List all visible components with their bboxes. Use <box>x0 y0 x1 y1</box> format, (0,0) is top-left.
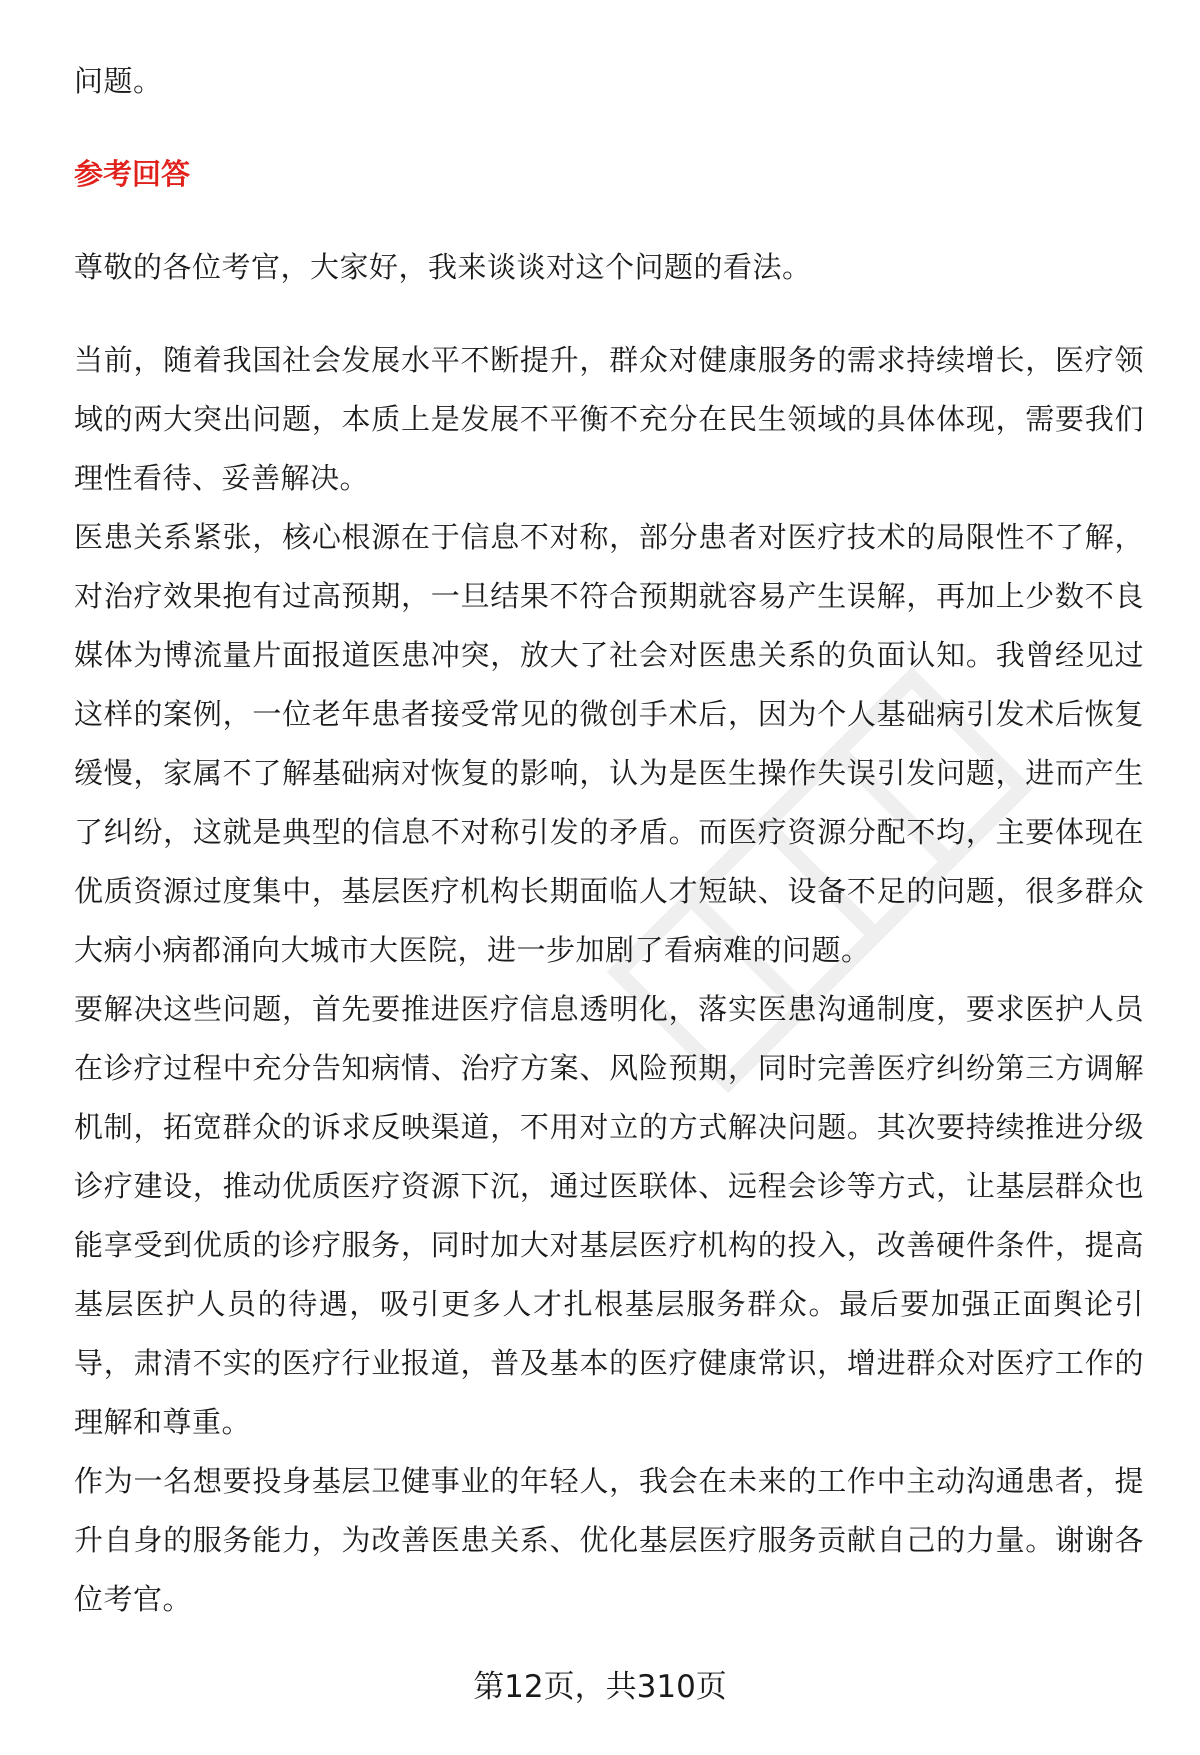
body-paragraph: 要解决这些问题，首先要推进医疗信息透明化，落实医患沟通制度，要求医护人员在诊疗过程中充分告知病情、治疗方案、风险预期，同时完善医疗纠纷第三方调解机制，拓宽群众的诉求反映渠道，不用对立的方式解决问题。其次要持续推进分级诊疗建设，推动优质医疗资源下沉，通过医联体、远程会诊等方式，让基层群众也能享受到优质的诊疗服务，同时加大对基层医疗机构的投入，改善硬件条件，提高基层医护人员的待遇，吸引更多人才扎根基层服务群众。最后要加强正面舆论引导，肃清不实的医疗行业报道，普及基本的医疗健康常识，增进群众对医疗工作的理解和尊重。 <box>74 992 1144 1439</box>
page-number-footer: 第12页，共310页 <box>473 1669 727 1705</box>
section-heading: 参考回答 <box>74 157 191 191</box>
greeting-paragraph: 尊敬的各位考官，大家好，我来谈谈对这个问题的看法。 <box>74 250 812 284</box>
body-paragraph: 作为一名想要投身基层卫健事业的年轻人，我会在未来的工作中主动沟通患者，提升自身的服务能力，为改善医患关系、优化基层医疗服务贡献自己的力量。谢谢各位考官。 <box>74 1464 1144 1616</box>
continuation-text: 问题。 <box>74 64 163 98</box>
body-paragraph: 医患关系紧张，核心根源在于信息不对称，部分患者对医疗技术的局限性不了解，对治疗效果抱有过高预期，一旦结果不符合预期就容易产生误解，再加上少数不良媒体为博流量片面报道医患冲突，放大了社会对医患关系的负面认知。我曾经见过这样的案例，一位老年患者接受常见的微创手术后，因为个人基础病引发术后恢复缓慢，家属不了解基础病对恢复的影响，认为是医生操作失误引发问题，进而产生了纠纷，这就是典型的信息不对称引发的矛盾。而医疗资源分配不均，主要体现在优质资源过度集中，基层医疗机构长期面临人才短缺、设备不足的问题，很多群众大病小病都涌向大城市大医院，进一步加剧了看病难的问题。 <box>74 520 1144 967</box>
body-paragraph: 当前，随着我国社会发展水平不断提升，群众对健康服务的需求持续增长，医疗领域的两大突出问题，本质上是发展不平衡不充分在民生领域的具体体现，需要我们理性看待、妥善解决。 <box>74 343 1144 495</box>
document-page <box>74 52 1144 1629</box>
